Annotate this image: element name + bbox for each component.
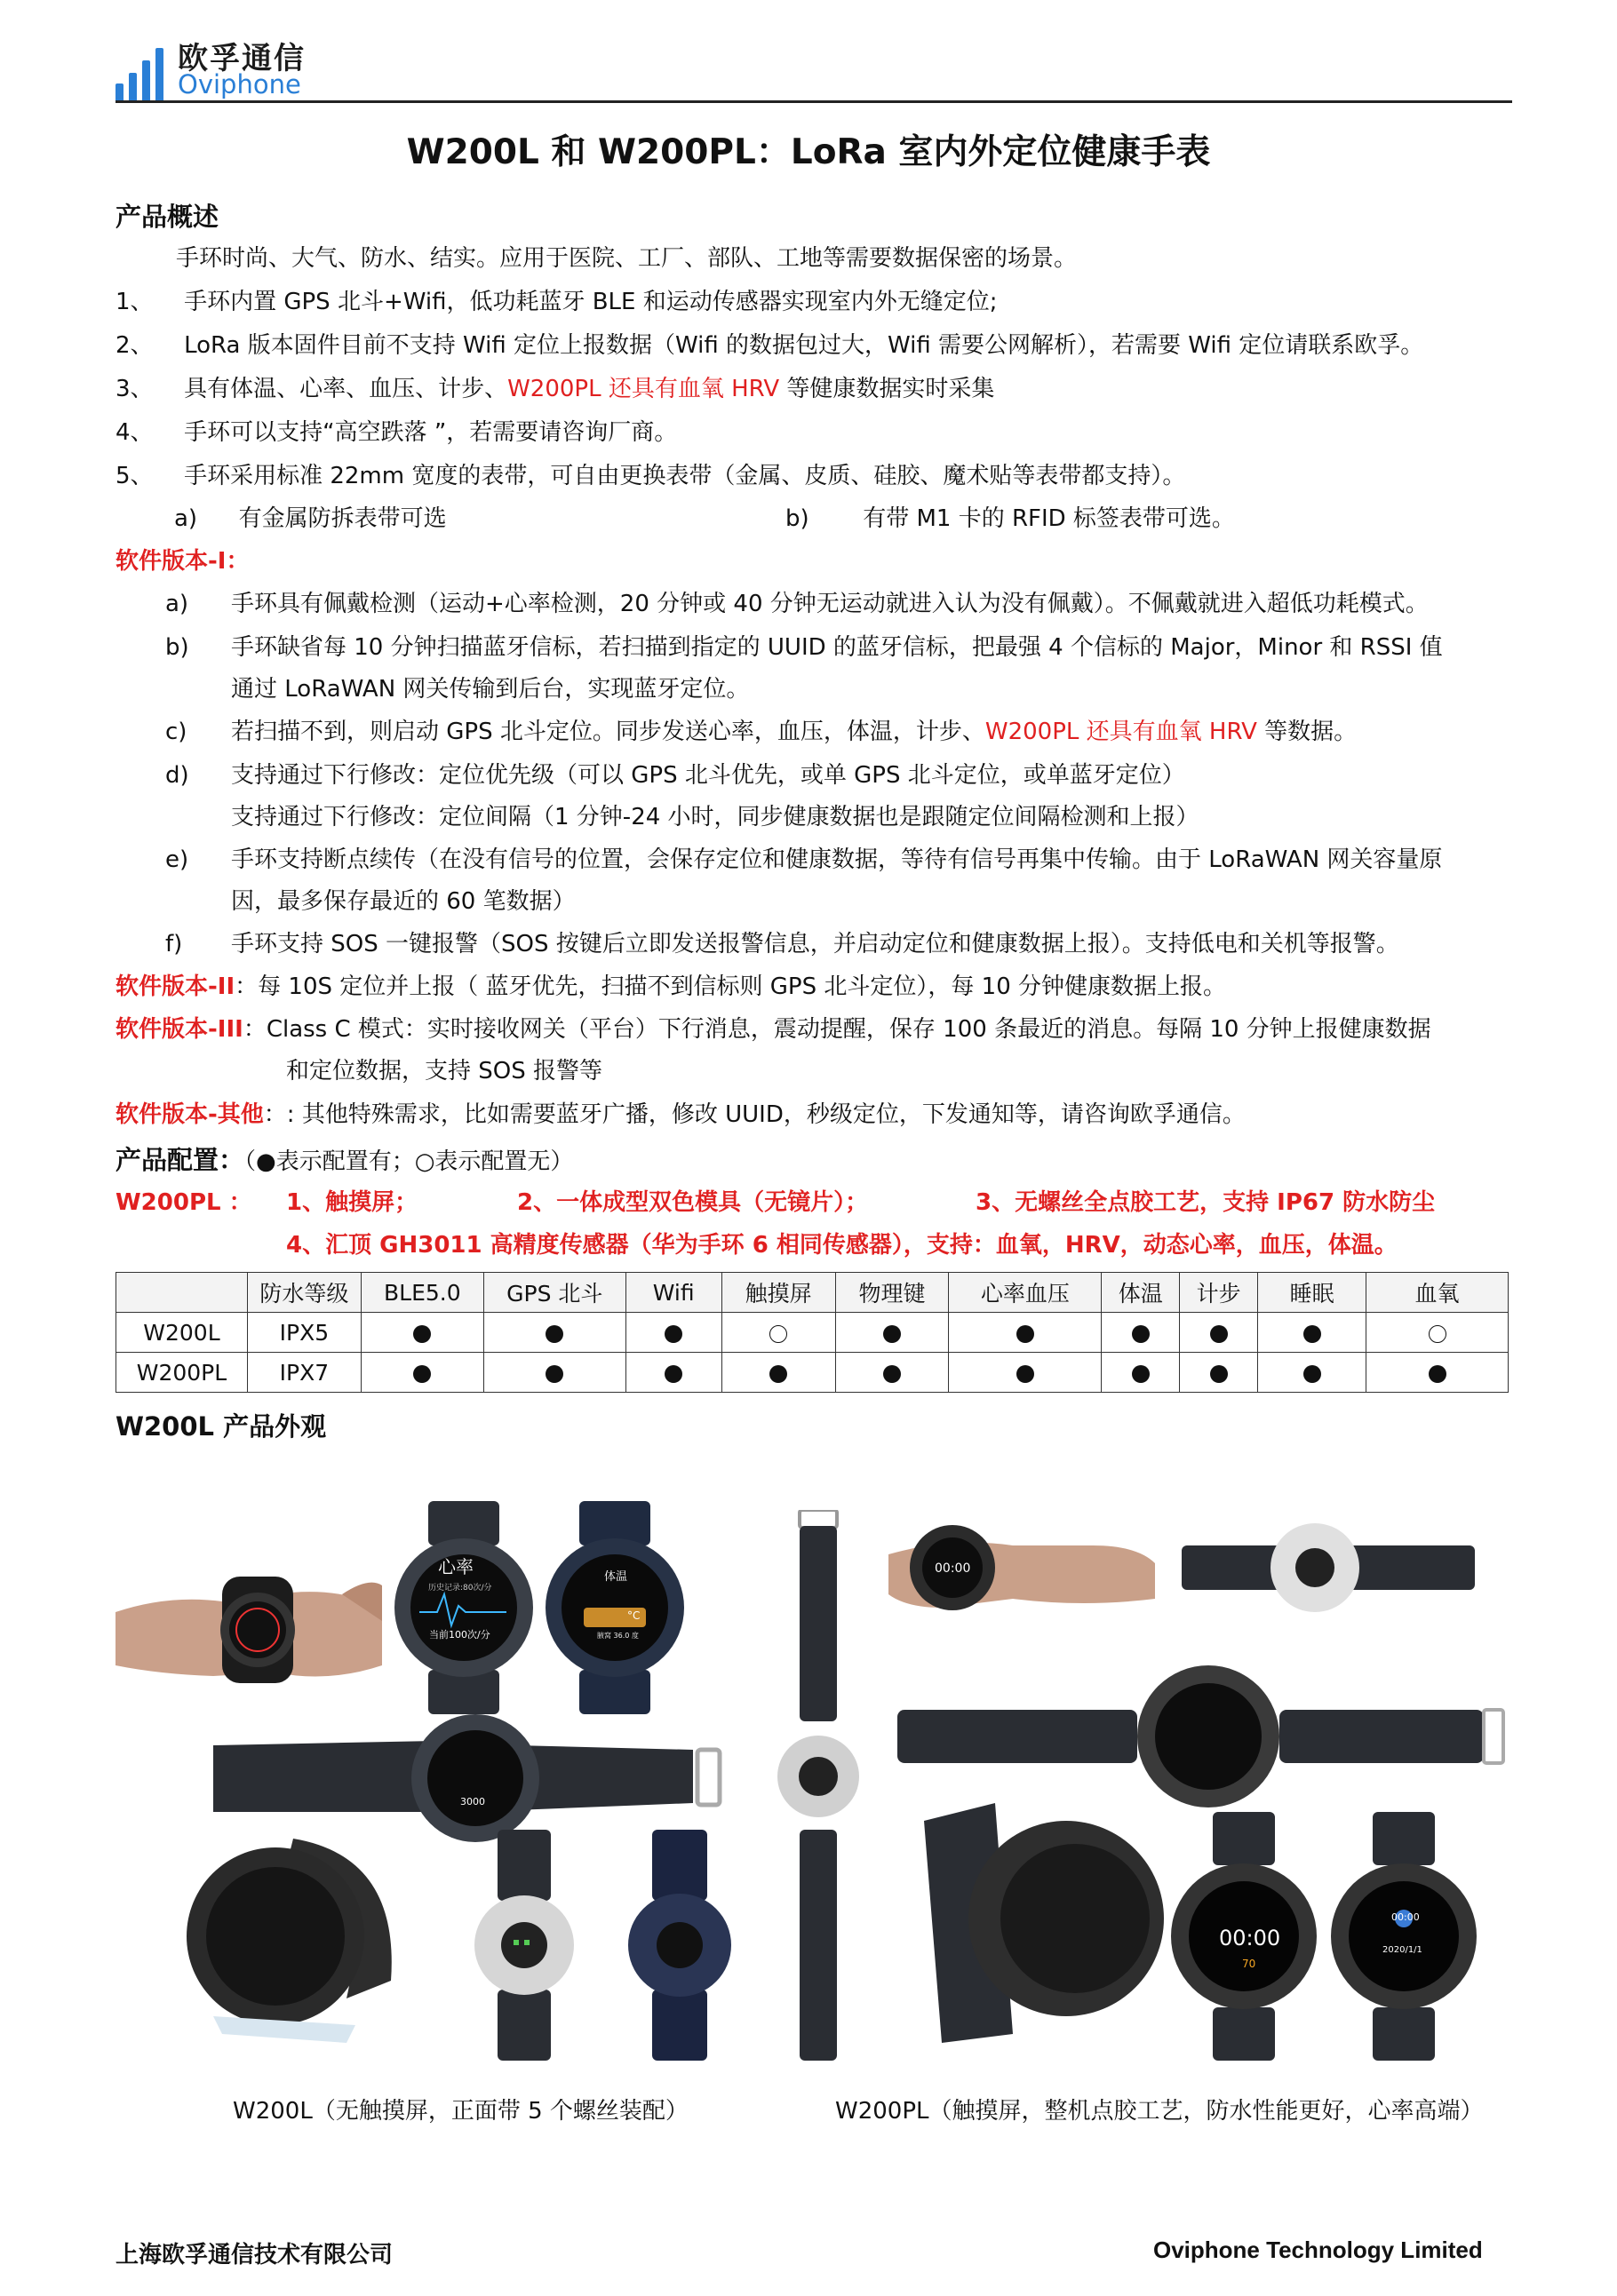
- feature-present-icon: [1210, 1325, 1228, 1343]
- software-1-d-text: 支持通过下行修改：定位优先级（可以 GPS 北斗优先，或单 GPS 北斗定位，或单蓝牙定位）: [231, 762, 1185, 789]
- spec-table: [116, 1272, 1509, 1393]
- logo-chinese-name: 欧孚通信: [178, 41, 306, 76]
- config-w200pl-label: W200PL ：: [116, 1189, 252, 1216]
- c-text-b: 等数据。: [1256, 719, 1358, 745]
- software-1-e-text-cont: 因，最多保存最近的 60 笔数据）: [231, 888, 576, 915]
- temp-screen-title: 体温: [604, 1570, 628, 1584]
- config-feature-1: 1、触摸屏；: [286, 1189, 418, 1216]
- config-feature-4: 4、汇顶 GH3011 高精度传感器（华为手环 6 相同传感器），支持：血氧，HRV，动态心率，血压，体温。: [286, 1232, 1398, 1259]
- watch-temperature-photo: [544, 1501, 686, 1714]
- table-row: [116, 1313, 1509, 1353]
- software-2-line: [116, 971, 1226, 1003]
- w200pl-strap-back-photo: [1182, 1523, 1475, 1621]
- watch-strap-vertical-photo: [773, 1510, 862, 2061]
- model-cell: W200L: [116, 1313, 248, 1353]
- flag-cell: [625, 1313, 721, 1353]
- flag-cell: [1180, 1313, 1258, 1353]
- rating-cell: IPX7: [247, 1353, 361, 1393]
- flag-cell: [1258, 1313, 1366, 1353]
- w200pl-date-screen-photo: [1324, 1812, 1484, 2061]
- logo-bar: [129, 73, 137, 103]
- feature-present-icon: [883, 1365, 901, 1383]
- caption-w200l: W200L（无触摸屏，正面带 5 个螺丝装配）: [233, 2098, 689, 2125]
- config-heading: 产品配置：: [116, 1145, 245, 1175]
- watch-heart-rate-photo: [393, 1501, 535, 1714]
- flag-cell: [949, 1353, 1102, 1393]
- table-header-cell: 体温: [1102, 1273, 1180, 1313]
- heart-screen-title: 心率: [438, 1556, 474, 1577]
- software-3-line: [116, 1013, 1431, 1045]
- software-3-text: ：Class C 模式：实时接收网关（平台）下行消息，震动提醒，保存 100 条最近的消息。每隔 10 分钟上报健康数据: [243, 1016, 1431, 1043]
- watch-back-navy-photo: [622, 1830, 737, 2061]
- flag-cell: [625, 1353, 721, 1393]
- table-header-cell: 物理键: [835, 1273, 949, 1313]
- software-1-b-label: b): [165, 634, 189, 661]
- software-1-b-text: 手环缺省每 10 分钟扫描蓝牙信标，若扫描到指定的 UUID 的蓝牙信标，把最强 4 个信标的 Major，Minor 和 RSSI 值: [231, 634, 1443, 661]
- logo-english-name: Oviphone: [178, 69, 301, 99]
- document-title: W200L 和 W200PL：LoRa 室内外定位健康手表: [406, 132, 1211, 172]
- software-other-text: ：: 其他特殊需求，比如需要蓝牙广播，修改 UUID，秒级定位，下发通知等，请咨询欧孚通信。: [263, 1101, 1246, 1128]
- pl-screen-date: 2020/1/1: [1382, 1945, 1422, 1955]
- overview-item-1: [116, 286, 998, 318]
- overview-heading: 产品概述: [116, 202, 219, 232]
- temp-screen-unit: °C: [627, 1609, 641, 1622]
- table-header-cell: 计步: [1180, 1273, 1258, 1313]
- item-number: 2、: [116, 332, 154, 359]
- software-2-heading: 软件版本-II: [116, 973, 235, 1000]
- flag-cell: [721, 1353, 835, 1393]
- software-1-f-label: f): [165, 931, 183, 957]
- feature-absent-icon: [769, 1325, 787, 1343]
- table-header-cell: 血氧: [1366, 1273, 1509, 1313]
- flag-cell: [1102, 1313, 1180, 1353]
- feature-present-icon: [1303, 1365, 1321, 1383]
- feature-present-icon: [1016, 1325, 1034, 1343]
- flag-cell: [1366, 1313, 1509, 1353]
- logo-bar: [155, 48, 163, 103]
- feature-present-icon: [1303, 1325, 1321, 1343]
- table-header-cell: 睡眠: [1258, 1273, 1366, 1313]
- overview-sub-b: [785, 503, 1235, 535]
- feature-present-icon: [665, 1365, 682, 1383]
- feature-present-icon: [1429, 1365, 1446, 1383]
- table-header-row: [116, 1273, 1509, 1313]
- software-1-a-text: 手环具有佩戴检测（运动+心率检测，20 分钟或 40 分钟无运动就进入认为没有佩戴）。不佩戴就进入超低功耗模式。: [231, 591, 1429, 617]
- pl-screen-count: 70: [1242, 1958, 1256, 1970]
- overview-item-2: [116, 330, 1423, 361]
- software-1-heading: 软件版本-I：: [116, 548, 250, 575]
- pl-screen-time-small: 00:00: [1391, 1911, 1420, 1923]
- feature-present-icon: [883, 1325, 901, 1343]
- company-logo: [116, 32, 364, 103]
- software-1-a-label: a): [165, 591, 189, 617]
- caption-w200pl: W200PL（触摸屏，整机点胶工艺，防水性能更好，心率高端）: [835, 2098, 1484, 2125]
- overview-item-5: [116, 460, 1185, 492]
- rating-cell: IPX5: [247, 1313, 361, 1353]
- software-1-d-label: d): [165, 762, 189, 789]
- item-number: 1、: [116, 289, 154, 315]
- flag-cell: [1102, 1353, 1180, 1393]
- software-other-heading: 软件版本-其他: [116, 1101, 264, 1128]
- w200pl-wrist-photo: [888, 1510, 1155, 1625]
- overview-sub-a: [174, 503, 447, 535]
- table-header-cell: [116, 1273, 248, 1313]
- footer-company-cn: 上海欧孚通信技术有限公司: [116, 2242, 394, 2268]
- item-text: 手环内置 GPS 北斗+Wifi，低功耗蓝牙 BLE 和运动传感器实现室内外无缝定位;: [184, 289, 998, 315]
- sub-label: a): [174, 505, 198, 532]
- heart-screen-history: 历史记录:80次/分: [428, 1584, 492, 1593]
- c-text-highlight: W200PL 还具有血氧 HRV: [984, 719, 1257, 745]
- config-line: [116, 1140, 573, 1177]
- pl-screen-time: 00:00: [1219, 1926, 1281, 1950]
- flag-cell: [1366, 1353, 1509, 1393]
- software-3-heading: 软件版本-III: [116, 1016, 243, 1043]
- config-feature-3: 3、无螺丝全点胶工艺，支持 IP67 防水防尘: [976, 1189, 1436, 1216]
- feature-present-icon: [1210, 1365, 1228, 1383]
- software-1-c-text: [231, 716, 1357, 748]
- table-header-cell: 心率血压: [949, 1273, 1102, 1313]
- flag-cell: [721, 1313, 835, 1353]
- item-text-highlight: W200PL 还具有血氧 HRV: [507, 376, 780, 402]
- item-text: 等健康数据实时采集: [779, 376, 995, 402]
- wrist-watch-photo: [116, 1559, 382, 1692]
- feature-present-icon: [546, 1365, 563, 1383]
- table-header-cell: 防水等级: [247, 1273, 361, 1313]
- config-legend: （●表示配置有；○表示配置无）: [244, 1148, 574, 1175]
- footer-company-en: Oviphone Technology Limited: [1153, 2236, 1483, 2263]
- item-number: 3、: [116, 376, 154, 402]
- item-text: LoRa 版本固件目前不支持 Wifi 定位上报数据（Wifi 的数据包过大，Wifi 需要公网解析），若需要 Wifi 定位请联系欧孚。: [184, 332, 1424, 359]
- logo-bar: [142, 60, 150, 103]
- software-other-line: [116, 1099, 1246, 1131]
- feature-present-icon: [1132, 1365, 1150, 1383]
- feature-present-icon: [546, 1325, 563, 1343]
- w200pl-side-view-photo: [906, 1785, 1173, 2052]
- overview-intro: 手环时尚、大气、防水、结实。应用于医院、工厂、部队、工地等需要数据保密的场景。: [176, 245, 1078, 272]
- item-text: 具有体温、心率、血压、计步、: [184, 376, 508, 402]
- steps-screen-value: 3000: [460, 1796, 485, 1807]
- table-header-cell: 触摸屏: [721, 1273, 835, 1313]
- flag-cell: [949, 1313, 1102, 1353]
- flag-cell: [483, 1313, 625, 1353]
- feature-present-icon: [413, 1325, 431, 1343]
- feature-present-icon: [665, 1325, 682, 1343]
- table-header-cell: BLE5.0: [361, 1273, 483, 1313]
- software-1-e-text: 手环支持断点续传（在没有信号的位置，会保存定位和健康数据，等待有信号再集中传输。由于 LoRaWAN 网关容量原: [231, 846, 1443, 873]
- sub-text: 有带 M1 卡的 RFID 标签表带可选。: [863, 505, 1235, 532]
- overview-item-4: [116, 417, 677, 449]
- model-cell: W200PL: [116, 1353, 248, 1393]
- flag-cell: [483, 1353, 625, 1393]
- feature-present-icon: [1132, 1325, 1150, 1343]
- table-header-cell: GPS 北斗: [483, 1273, 625, 1313]
- software-1-e-label: e): [165, 846, 189, 873]
- watch-back-black-photo: [471, 1830, 578, 2061]
- flag-cell: [1180, 1353, 1258, 1393]
- sub-text: 有金属防拆表带可选: [238, 505, 447, 532]
- config-feature-2: 2、一体成型双色模具（无镜片）；: [517, 1189, 869, 1216]
- flag-cell: [361, 1353, 483, 1393]
- flag-cell: [835, 1353, 949, 1393]
- item-text: 手环采用标准 22mm 宽度的表带，可自由更换表带（金属、皮质、硅胶、魔术贴等表带都支持）。: [184, 463, 1186, 489]
- table-header-cell: Wifi: [625, 1273, 721, 1313]
- feature-present-icon: [769, 1365, 787, 1383]
- feature-absent-icon: [1429, 1325, 1446, 1343]
- temp-screen-value: 腋窝 36.0 度: [597, 1632, 639, 1640]
- software-1-d-text-cont: 支持通过下行修改：定位间隔（1 分钟-24 小时，同步健康数据也是跟随定位间隔检测和上报）: [231, 804, 1199, 830]
- table-row: [116, 1353, 1509, 1393]
- item-number: 4、: [116, 419, 154, 446]
- flag-cell: [1258, 1353, 1366, 1393]
- header-divider: [116, 100, 1512, 103]
- heart-screen-current: 当前100次/分: [429, 1629, 490, 1641]
- software-1-c-label: c): [165, 719, 187, 745]
- feature-present-icon: [413, 1365, 431, 1383]
- item-text: 手环可以支持“高空跌落 ”，若需要请咨询厂商。: [184, 419, 678, 446]
- appearance-heading: W200L 产品外观: [116, 1411, 327, 1442]
- feature-present-icon: [1016, 1365, 1034, 1383]
- flag-cell: [835, 1313, 949, 1353]
- software-1-f-text: 手环支持 SOS 一键报警（SOS 按键后立即发送报警信息，并启动定位和健康数据上报）。支持低电和关机等报警。: [231, 931, 1399, 957]
- sub-label: b): [785, 505, 809, 532]
- watch-side-view-photo: [169, 1812, 409, 2052]
- item-number: 5、: [116, 463, 154, 489]
- pl-wrist-screen-time: 00:00: [935, 1561, 971, 1576]
- overview-item-3: [116, 373, 994, 405]
- software-1-b-text-cont: 通过 LoRaWAN 网关传输到后台，实现蓝牙定位。: [231, 676, 750, 703]
- software-2-text: ：每 10S 定位并上报（ 蓝牙优先，扫描不到信标则 GPS 北斗定位），每 10 分钟健康数据上报。: [235, 973, 1226, 1000]
- software-3-text-cont: 和定位数据，支持 SOS 报警等: [286, 1058, 603, 1084]
- c-text-a: 若扫描不到，则启动 GPS 北斗定位。同步发送心率，血压，体温，计步、: [231, 719, 985, 745]
- flag-cell: [361, 1313, 483, 1353]
